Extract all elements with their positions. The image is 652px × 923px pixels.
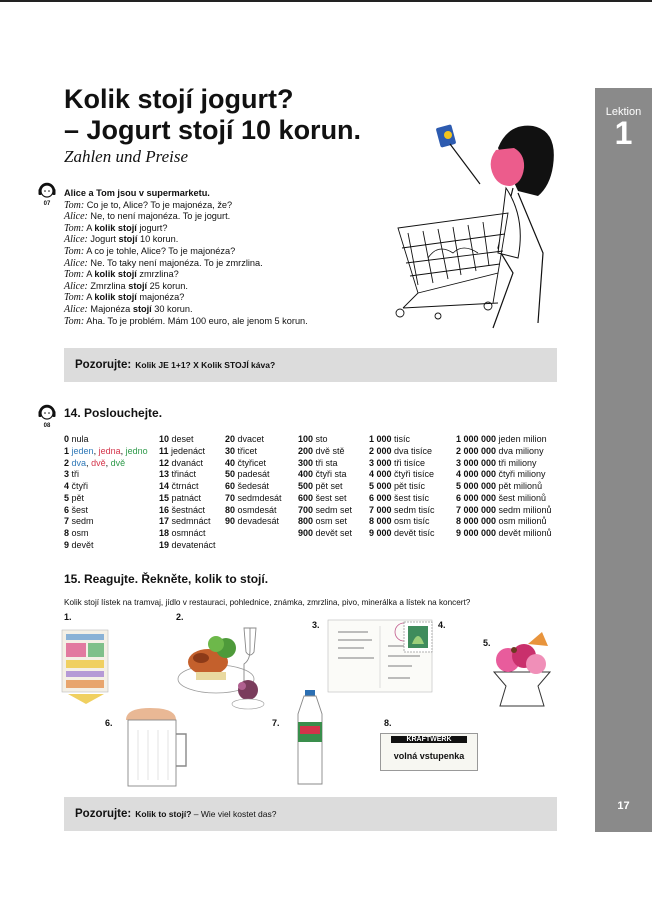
audio-track-08[interactable] (35, 404, 59, 429)
text-run: 30 (225, 445, 236, 456)
text-run: 5 000 (369, 481, 392, 491)
text-run: sedmdesát (235, 492, 282, 503)
text-run: 11 (159, 445, 169, 456)
text-run: čtyři tisíce (391, 469, 435, 480)
text-run: Aha. To je problém. Mám 100 euro, ale jenom 5 korun. (84, 315, 308, 326)
text-run: třicet (235, 445, 258, 456)
text-run: šedesát (235, 481, 270, 491)
number-row (159, 434, 216, 446)
text-run: tisíc (391, 434, 411, 444)
text-run: Alice: (64, 303, 88, 315)
text-run: 8 000 (369, 516, 392, 527)
text-run: šest tisíc (391, 492, 430, 503)
text-run: sedmnáct (169, 516, 211, 527)
text-run: dvě (110, 457, 126, 468)
text-run: jedenáct (168, 445, 206, 456)
observe-box-1 (64, 348, 557, 382)
number-row (298, 469, 352, 481)
dialogue-lines (64, 200, 364, 328)
number-row (225, 505, 282, 517)
text-run: stojí (118, 234, 138, 245)
dialogue-line (64, 246, 364, 258)
text-run: 15 (159, 492, 170, 503)
text-run: majonéza? (136, 292, 185, 303)
lesson-sidebar (595, 88, 652, 832)
text-run: Co je to, Alice? To je majonéza, že? (84, 199, 233, 210)
page-subtitle: Zahlen und Preise (64, 147, 189, 166)
dialogue-line (64, 234, 364, 246)
text-run: Zmrzlina (87, 280, 129, 291)
text-run: deset (169, 434, 194, 444)
text-run: osmnáct (169, 528, 206, 538)
text-run: 50 (225, 469, 236, 480)
text-run: A (84, 222, 95, 233)
text-run: A (84, 269, 95, 280)
text-run: 17 (159, 516, 170, 527)
dialogue-line (64, 200, 364, 212)
number-row (369, 528, 435, 540)
text-run: 200 (298, 445, 314, 456)
number-row (456, 528, 552, 540)
page-number: 17 (617, 800, 630, 812)
number-row (159, 481, 216, 493)
text-run: devět (69, 539, 94, 550)
lesson-label: Lektion (605, 106, 642, 118)
observe-text (135, 809, 276, 819)
section-14-heading: 14. Poslouchejte. (64, 406, 163, 420)
number-row (298, 516, 352, 528)
number-row (159, 505, 216, 517)
text-run: tři miliony (496, 457, 537, 468)
text-run: devět tisíc (391, 528, 435, 538)
text-run: , (86, 457, 92, 468)
text-run: A (84, 292, 95, 303)
text-run: 5 (64, 492, 70, 503)
text-run: 9 (64, 539, 70, 550)
text-run: devatenáct (169, 539, 216, 550)
text-run: 7 000 000 (456, 504, 497, 515)
text-run: 90 (225, 516, 236, 527)
number-row (64, 505, 148, 517)
text-run: kolik stojí (94, 292, 137, 303)
number-row (369, 446, 435, 458)
title-line-2: – Jogurt stojí 10 korun. (64, 115, 362, 145)
restaurant-food-image (176, 624, 276, 714)
number-row (369, 469, 435, 481)
text-run: stojí (128, 280, 148, 291)
text-run: dva miliony (496, 445, 544, 456)
text-run: jedna (98, 445, 121, 456)
number-row (64, 516, 148, 528)
text-run: 2 000 (369, 445, 392, 456)
text-run: osm milionů (496, 516, 547, 527)
text-run: dva tisíce (391, 445, 433, 456)
number-row (64, 528, 148, 540)
text-run: 5 000 000 (456, 481, 497, 491)
text-run: 600 (298, 492, 314, 503)
text-run: šestnáct (169, 504, 206, 515)
text-run: 70 (225, 492, 236, 503)
number-row (159, 493, 216, 505)
observe-label: Pozorujte: (75, 359, 132, 371)
image-label-7: 7. (272, 718, 280, 728)
text-run: 6 (64, 504, 70, 515)
number-row (298, 505, 352, 517)
dialogue-line (64, 269, 364, 281)
dialogue-heading: Alice a Tom jsou v supermarketu. (64, 188, 210, 198)
text-run: 800 (298, 516, 314, 527)
image-label-4: 4. (438, 620, 446, 630)
number-row (369, 458, 435, 470)
text-run: jeden milion (496, 434, 547, 444)
text-run: stojí (132, 303, 152, 314)
text-run: 900 (298, 528, 314, 538)
text-run: Tom: (64, 199, 85, 211)
number-row (369, 434, 435, 446)
observe-label: Pozorujte: (75, 808, 132, 820)
image-label-5: 5. (483, 638, 491, 648)
shopper-illustration (378, 108, 588, 338)
text-run: – Wie viel kostet das? (191, 809, 277, 819)
text-run: 0 (64, 434, 70, 444)
water-bottle-image (290, 688, 330, 788)
number-row (456, 505, 552, 517)
text-run: 19 (159, 539, 170, 550)
text-run: 7 000 (369, 504, 392, 515)
text-run: nula (69, 434, 89, 444)
text-run: dvě (91, 457, 106, 468)
text-run: devět set (313, 528, 353, 538)
text-run: , (120, 445, 126, 456)
ice-cream-image (488, 628, 556, 714)
text-run: 4 000 (369, 469, 392, 480)
text-run: 20 (225, 434, 236, 444)
text-run: sedm set (313, 504, 353, 515)
text-run: osmdesát (235, 504, 277, 515)
number-row (298, 493, 352, 505)
text-run: pět milionů (496, 481, 543, 491)
text-run: osm (69, 528, 89, 538)
dialogue-line (64, 292, 364, 304)
number-row (298, 528, 352, 540)
text-run: Tom: (64, 292, 85, 304)
number-row (298, 481, 352, 493)
text-run: tři (69, 469, 80, 480)
text-run: Majonéza (87, 303, 133, 314)
text-run: kolik stojí (94, 222, 137, 233)
text-run: dvacet (235, 434, 265, 444)
number-row (456, 493, 552, 505)
text-run: devět milionů (496, 528, 552, 538)
text-run: 400 (298, 469, 314, 480)
dialogue-text (64, 188, 364, 327)
title-line-1: Kolik stojí jogurt? (64, 84, 294, 114)
text-run: sedm tisíc (391, 504, 435, 515)
number-row (369, 516, 435, 528)
number-row (225, 458, 282, 470)
text-run: Tom: (64, 315, 85, 327)
numbers-column-3 (225, 434, 282, 528)
dialogue-line (64, 281, 364, 293)
number-row (64, 469, 148, 481)
text-run: kolik stojí (94, 269, 137, 280)
text-run: 8 000 000 (456, 516, 497, 527)
text-run: čtyři miliony (496, 469, 546, 480)
number-row (64, 493, 148, 505)
text-run: dvanáct (169, 457, 204, 468)
text-run: čtyři (69, 481, 89, 491)
dialogue-line (64, 211, 364, 223)
text-run: Jogurt (87, 234, 119, 245)
text-run: sedm (69, 516, 94, 527)
text-run: 3 000 000 (456, 457, 497, 468)
text-run: 2 000 000 (456, 445, 497, 456)
section-15-question: Kolik stojí lístek na tramvaj, jídlo v restauraci, pohlednice, známka, zmrzlina, pivo, minerálka a lístek na koncert? (64, 598, 471, 607)
text-run: , (93, 445, 99, 456)
text-run: čtrnáct (169, 481, 199, 491)
text-run: patnáct (169, 492, 202, 503)
number-row (225, 469, 282, 481)
text-run: 1 000 (369, 434, 392, 444)
number-row (225, 493, 282, 505)
text-run: 700 (298, 504, 314, 515)
text-run: Alice: (64, 280, 88, 292)
image-label-6: 6. (105, 718, 113, 728)
text-run: 13 (159, 469, 170, 480)
text-run: dvě stě (313, 445, 345, 456)
number-row (456, 458, 552, 470)
text-run: šest (69, 504, 89, 515)
text-run: 6 000 (369, 492, 392, 503)
text-run: Tom: (64, 245, 85, 257)
concert-ticket-image (380, 733, 478, 771)
text-run: jogurt? (136, 222, 168, 233)
track-number: 07 (43, 201, 51, 207)
text-run: jedno (125, 445, 148, 456)
stamp-image (402, 620, 434, 654)
text-run: Ne, to není majonéza. To je jogurt. (87, 211, 231, 222)
number-row (159, 458, 216, 470)
number-row (369, 493, 435, 505)
number-row (159, 540, 216, 552)
text-run: 3 (64, 469, 70, 480)
number-row (159, 446, 216, 458)
text-run: 30 korun. (151, 303, 193, 314)
text-run: sedm milionů (496, 504, 552, 515)
text-run: 60 (225, 481, 236, 491)
dialogue-line (64, 316, 364, 328)
text-run: , (105, 457, 111, 468)
numbers-column-1 (64, 434, 148, 552)
number-row (159, 516, 216, 528)
tram-ticket-image (58, 628, 114, 708)
text-run: 9 000 (369, 528, 392, 538)
text-run: padesát (235, 469, 270, 480)
text-run: 18 (159, 528, 170, 538)
text-run: 500 (298, 481, 314, 491)
text-run: Alice: (64, 234, 88, 246)
numbers-column-2 (159, 434, 216, 552)
text-run: Tom: (64, 269, 85, 281)
number-row (369, 505, 435, 517)
dialogue-line (64, 258, 364, 270)
text-run: 10 korun. (137, 234, 179, 245)
number-row (225, 446, 282, 458)
text-run: 4 (64, 481, 70, 491)
text-run: osm tisíc (391, 516, 430, 527)
text-run: 300 (298, 457, 314, 468)
number-row (225, 434, 282, 446)
text-run: 4 000 000 (456, 469, 497, 480)
lesson-number: 1 (614, 115, 633, 151)
section-15-heading: 15. Reagujte. Řekněte, kolik to stojí. (64, 572, 269, 586)
number-row (159, 469, 216, 481)
text-run: 3 000 (369, 457, 392, 468)
text-run: zmrzlina? (136, 269, 179, 280)
observe-box-2 (64, 797, 557, 831)
image-label-1: 1. (64, 612, 72, 622)
audio-track-07[interactable] (35, 182, 59, 207)
text-run: osm set (313, 516, 348, 527)
text-run: 40 (225, 457, 236, 468)
number-row (225, 481, 282, 493)
text-run: 14 (159, 481, 170, 491)
image-label-2: 2. (176, 612, 184, 622)
text-run: čtyřicet (235, 457, 267, 468)
text-run: Alice: (64, 211, 88, 223)
number-row (64, 446, 148, 458)
number-row (64, 540, 148, 552)
text-run: 1 (64, 445, 70, 456)
headphones-icon (37, 404, 57, 422)
text-run: Alice: (64, 257, 88, 269)
page-title (64, 84, 361, 146)
observe-text (135, 360, 275, 370)
text-run: sto (313, 434, 328, 444)
text-run: 7 (64, 516, 70, 527)
ticket-band-name: KRAFTWERK (391, 736, 467, 743)
number-row (369, 481, 435, 493)
numbers-column-4 (298, 434, 352, 540)
headphones-icon (37, 182, 57, 200)
number-row (456, 434, 552, 446)
text-run: šest set (313, 492, 347, 503)
number-row (456, 481, 552, 493)
text-run: Kolik JE 1+1? X Kolik STOJÍ káva? (135, 360, 276, 370)
text-run: 10 (159, 434, 170, 444)
number-row (64, 434, 148, 446)
text-run: 100 (298, 434, 314, 444)
text-run: tři tisíce (391, 457, 426, 468)
text-run: 8 (64, 528, 70, 538)
beer-mug-image (118, 706, 194, 790)
number-row (456, 516, 552, 528)
ticket-type: volná vstupenka (393, 751, 465, 761)
text-run: pět tisíc (391, 481, 426, 491)
text-run: 25 korun. (147, 280, 188, 291)
text-run: 16 (159, 504, 170, 515)
number-row (298, 446, 352, 458)
number-row (64, 481, 148, 493)
text-run: dva (71, 457, 87, 468)
text-run: pět set (313, 481, 343, 491)
number-row (456, 469, 552, 481)
number-row (64, 458, 148, 470)
text-run: jeden (71, 445, 94, 456)
text-run: A co je tohle, Alice? To je majonéza? (84, 245, 236, 256)
text-run: Tom: (64, 222, 85, 234)
text-run: 6 000 000 (456, 492, 497, 503)
numbers-column-5 (369, 434, 435, 540)
text-run: šest milionů (496, 492, 547, 503)
text-run: 80 (225, 504, 236, 515)
text-run: devadesát (235, 516, 280, 527)
text-run: Ne. To taky není majonéza. To je zmrzlina. (87, 257, 263, 268)
number-row (159, 528, 216, 540)
text-run: pět (69, 492, 85, 503)
image-label-8: 8. (384, 718, 392, 728)
number-row (225, 516, 282, 528)
text-run: 2 (64, 457, 70, 468)
top-rule (0, 0, 652, 2)
text-run: Kolik to stojí? (135, 809, 192, 819)
text-run: 1 000 000 (456, 434, 497, 444)
number-row (456, 446, 552, 458)
image-label-3: 3. (312, 620, 320, 630)
text-run: 9 000 000 (456, 528, 497, 538)
dialogue-line (64, 304, 364, 316)
number-row (298, 434, 352, 446)
numbers-column-6 (456, 434, 552, 540)
track-number: 08 (43, 423, 51, 429)
number-row (298, 458, 352, 470)
text-run: třináct (169, 469, 197, 480)
dialogue-line (64, 223, 364, 235)
text-run: 12 (159, 457, 170, 468)
text-run: tři sta (313, 457, 338, 468)
text-run: čtyři sta (313, 469, 347, 480)
